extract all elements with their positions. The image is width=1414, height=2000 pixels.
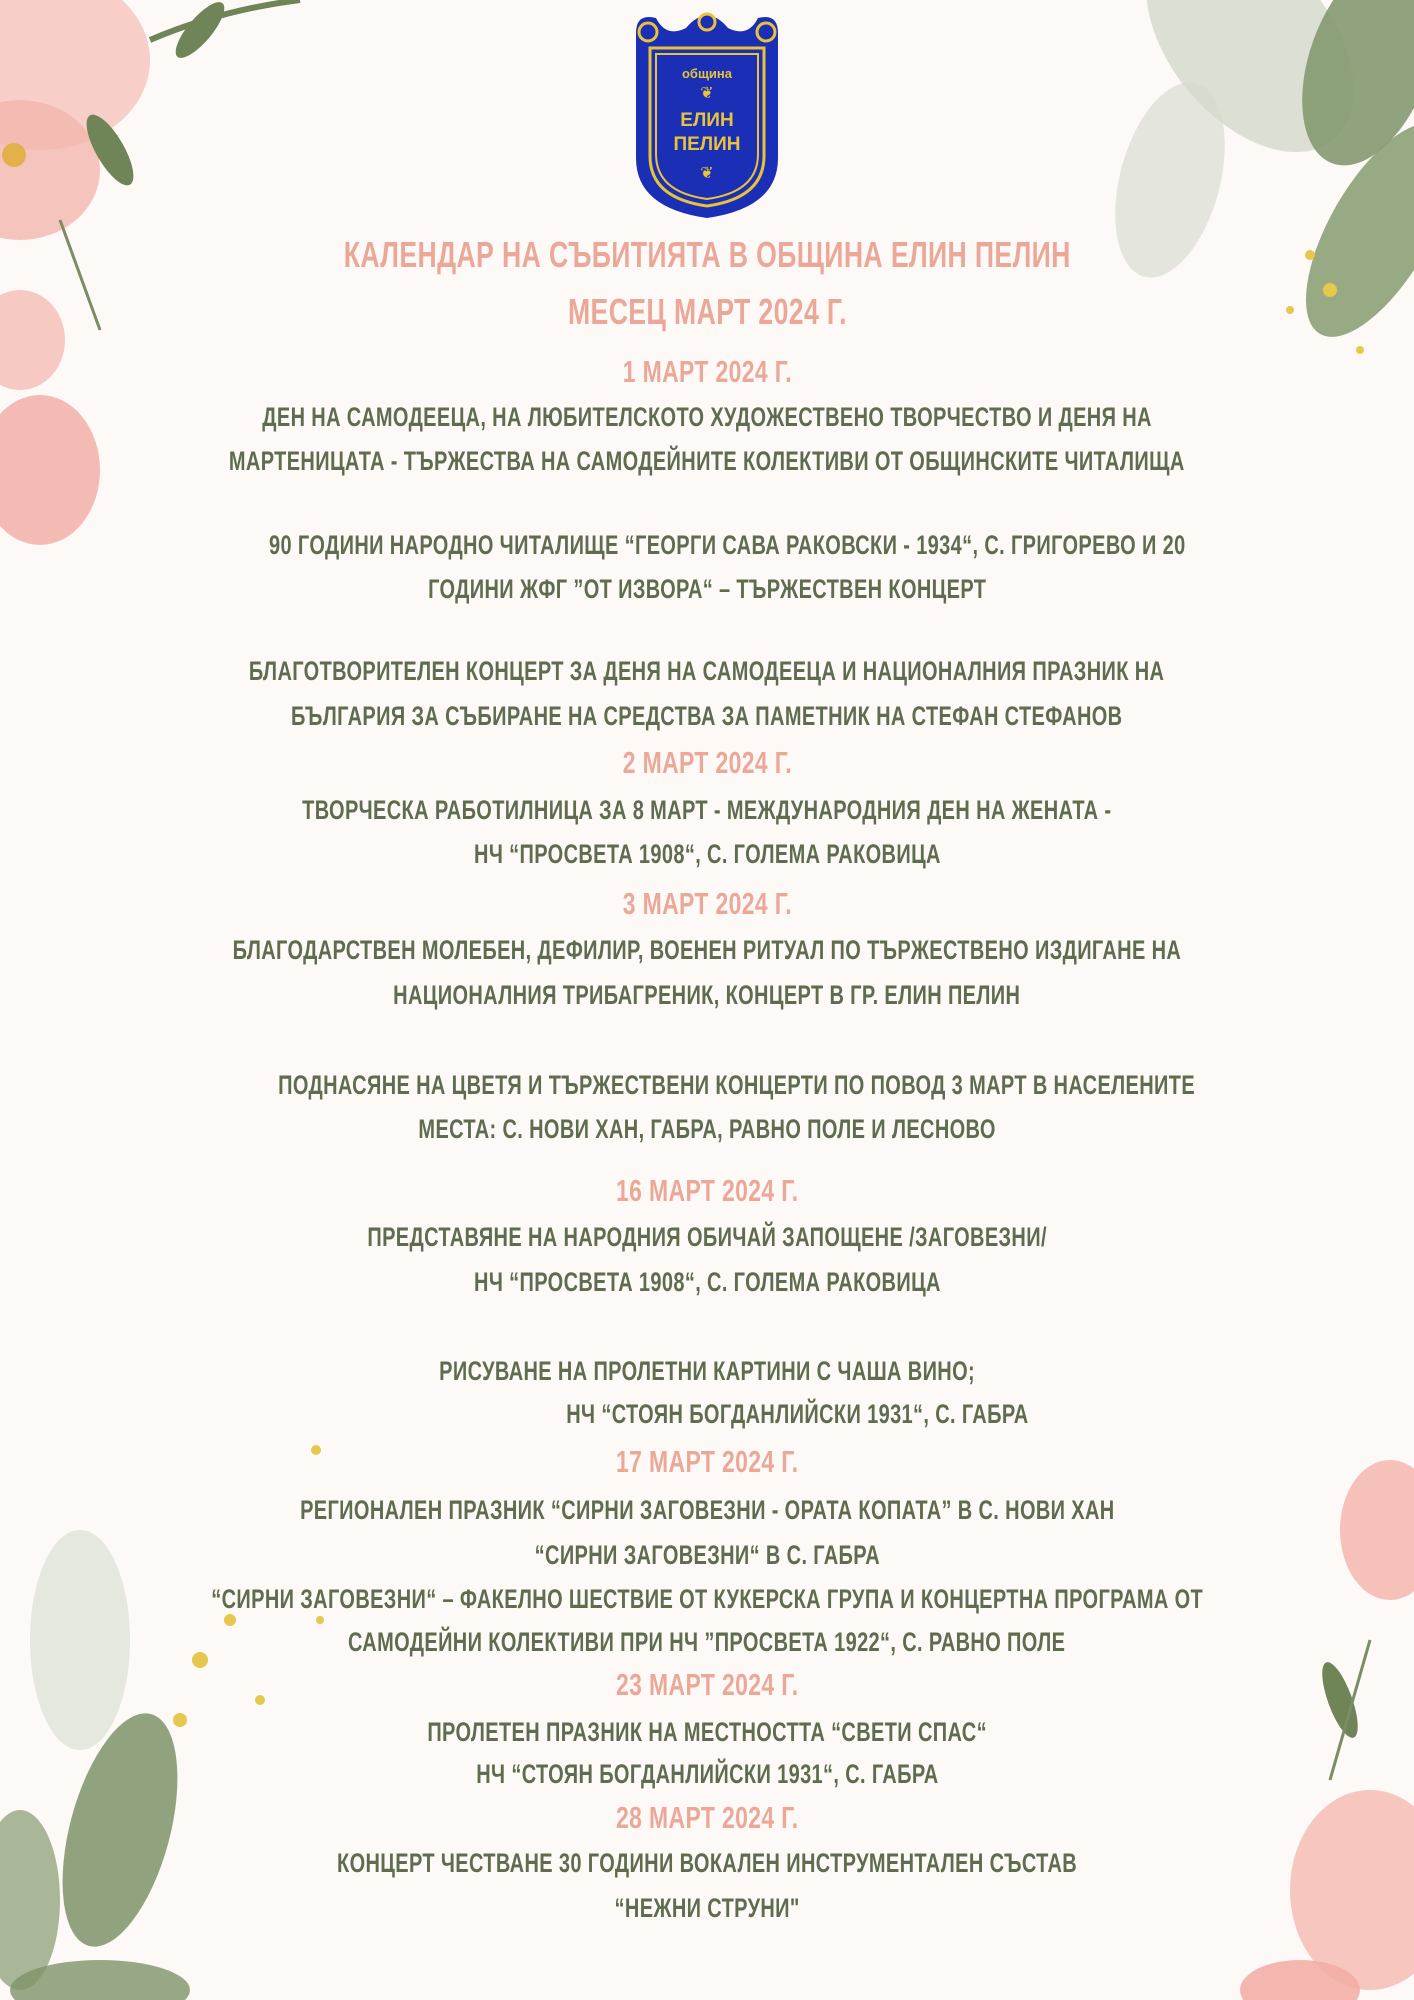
event-line bbox=[0, 1627, 1414, 1658]
event-line bbox=[0, 1267, 1414, 1298]
event-line bbox=[0, 980, 1414, 1011]
event-line bbox=[90, 1399, 1414, 1430]
event-line bbox=[0, 1114, 1414, 1145]
logo-ornament-icon: ❦ bbox=[700, 85, 714, 102]
event-text: “НЕЖНИ СТРУНИ" bbox=[614, 1893, 800, 1923]
event-date bbox=[0, 1444, 1414, 1480]
logo-text-line2: ПЕЛИН bbox=[673, 134, 741, 155]
date-label: 23 МАРТ 2024 Г. bbox=[615, 1667, 799, 1702]
event-line bbox=[0, 839, 1414, 870]
event-line bbox=[0, 795, 1414, 826]
event-line bbox=[0, 1848, 1414, 1879]
event-text: НЧ “СТОЯН БОГДАНЛИЙСКИ 1931“, С. ГАБРА bbox=[565, 1399, 1029, 1429]
event-line bbox=[0, 1584, 1414, 1615]
event-text: САМОДЕЙНИ КОЛЕКТИВИ ПРИ НЧ ”ПРОСВЕТА 1922“, С. РАВНО ПОЛЕ bbox=[348, 1627, 1066, 1657]
event-text: БЪЛГАРИЯ ЗА СЪБИРАНЕ НА СРЕДСТВА ЗА ПАМЕТНИК НА СТЕФАН СТЕФАНОВ bbox=[291, 701, 1123, 731]
event-text: МЕСТА: С. НОВИ ХАН, ГАБРА, РАВНО ПОЛЕ И ЛЕСНОВО bbox=[418, 1114, 996, 1144]
event-text: РЕГИОНАЛЕН ПРАЗНИК “СИРНИ ЗАГОВЕЗНИ - ОРАТА КОПАТА” В С. НОВИ ХАН bbox=[299, 1495, 1115, 1525]
event-text: 90 ГОДИНИ НАРОДНО ЧИТАЛИЩЕ “ГЕОРГИ САВА РАКОВСКИ - 1934“, С. ГРИГОРЕВО И 20 bbox=[268, 530, 1186, 560]
page-title bbox=[0, 234, 1414, 276]
event-line bbox=[0, 446, 1414, 477]
event-text: НЧ “ПРОСВЕТА 1908“, С. ГОЛЕМА РАКОВИЦА bbox=[473, 839, 941, 869]
event-text: ПРЕДСТАВЯНЕ НА НАРОДНИЯ ОБИЧАЙ ЗАПОЩЕНЕ /ЗАГОВЕЗНИ/ bbox=[367, 1222, 1047, 1252]
event-text: НЧ “СТОЯН БОГДАНЛИЙСКИ 1931“, С. ГАБРА bbox=[475, 1759, 939, 1789]
event-line bbox=[0, 1540, 1414, 1571]
title-line-1: КАЛЕНДАР НА СЪБИТИЯТА В ОБЩИНА ЕЛИН ПЕЛИН bbox=[343, 234, 1071, 275]
event-line bbox=[0, 1222, 1414, 1253]
page-subtitle bbox=[0, 291, 1414, 333]
event-date bbox=[0, 1800, 1414, 1836]
event-text: БЛАГОТВОРИТЕЛЕН КОНЦЕРТ ЗА ДЕНЯ НА САМОДЕЕЦА И НАЦИОНАЛНИЯ ПРАЗНИК НА bbox=[249, 656, 1165, 686]
date-label: 16 МАРТ 2024 Г. bbox=[615, 1173, 799, 1208]
event-line bbox=[20, 530, 1414, 561]
event-text: ПРОЛЕТЕН ПРАЗНИК НА МЕСТНОСТТА “СВЕТИ СПАС“ bbox=[427, 1717, 987, 1747]
event-date bbox=[0, 745, 1414, 781]
event-text: МАРТЕНИЦАТА - ТЪРЖЕСТВА НА САМОДЕЙНИТЕ КОЛЕКТИВИ ОТ ОБЩИНСКИТЕ ЧИТАЛИЩА bbox=[229, 446, 1185, 476]
event-line bbox=[0, 402, 1414, 433]
date-label: 1 МАРТ 2024 Г. bbox=[622, 354, 792, 389]
event-date bbox=[0, 1667, 1414, 1703]
event-line bbox=[0, 701, 1414, 732]
event-text: НАЦИОНАЛНИЯ ТРИБАГРЕНИК, КОНЦЕРТ В ГР. ЕЛИН ПЕЛИН bbox=[393, 980, 1021, 1010]
event-text: ДЕН НА САМОДЕЕЦА, НА ЛЮБИТЕЛСКОТО ХУДОЖЕСТВЕНО ТВОРЧЕСТВО И ДЕНЯ НА bbox=[262, 402, 1152, 432]
event-text: БЛАГОДАРСТВЕН МОЛЕБЕН, ДЕФИЛИР, ВОЕНЕН РИТУАЛ ПО ТЪРЖЕСТВЕНО ИЗДИГАНЕ НА bbox=[232, 935, 1182, 965]
event-line bbox=[0, 935, 1414, 966]
event-text: “СИРНИ ЗАГОВЕЗНИ“ В С. ГАБРА bbox=[534, 1540, 880, 1570]
event-line bbox=[0, 1356, 1414, 1387]
title-line-2: МЕСЕЦ МАРТ 2024 Г. bbox=[567, 291, 847, 332]
event-text: ГОДИНИ ЖФГ ”ОТ ИЗВОРА“ – ТЪРЖЕСТВЕН КОНЦЕРТ bbox=[427, 574, 987, 604]
event-line bbox=[0, 1759, 1414, 1790]
event-date bbox=[0, 1173, 1414, 1209]
date-label: 28 МАРТ 2024 Г. bbox=[615, 1800, 799, 1835]
event-date bbox=[0, 354, 1414, 390]
event-date bbox=[0, 886, 1414, 922]
event-line bbox=[30, 1070, 1414, 1101]
event-text: РИСУВАНЕ НА ПРОЛЕТНИ КАРТИНИ С ЧАША ВИНО; bbox=[439, 1356, 975, 1386]
event-line bbox=[0, 1717, 1414, 1748]
event-text: “СИРНИ ЗАГОВЕЗНИ“ – ФАКЕЛНО ШЕСТВИЕ ОТ КУКЕРСКА ГРУПА И КОНЦЕРТНА ПРОГРАМА ОТ bbox=[211, 1584, 1203, 1614]
logo-ornament-bottom-icon: ❦ bbox=[700, 165, 714, 182]
event-text: ТВОРЧЕСКА РАБОТИЛНИЦА ЗА 8 МАРТ - МЕЖДУНАРОДНИЯ ДЕН НА ЖЕНАТА - bbox=[302, 795, 1112, 825]
logo-text-top: община bbox=[681, 66, 733, 81]
logo-text-line1: ЕЛИН bbox=[680, 110, 734, 131]
event-line bbox=[0, 656, 1414, 687]
event-text: ПОДНАСЯНЕ НА ЦВЕТЯ И ТЪРЖЕСТВЕНИ КОНЦЕРТИ ПО ПОВОД 3 МАРТ В НАСЕЛЕНИТЕ bbox=[278, 1070, 1196, 1100]
date-label: 17 МАРТ 2024 Г. bbox=[615, 1444, 799, 1479]
event-text: КОНЦЕРТ ЧЕСТВАНЕ 30 ГОДИНИ ВОКАЛЕН ИНСТРУМЕНТАЛЕН СЪСТАВ bbox=[336, 1848, 1078, 1878]
event-line bbox=[0, 1893, 1414, 1924]
event-line bbox=[0, 1495, 1414, 1526]
municipality-logo bbox=[626, 8, 788, 220]
date-label: 3 МАРТ 2024 Г. bbox=[622, 886, 792, 921]
date-label: 2 МАРТ 2024 Г. bbox=[622, 745, 792, 780]
event-text: НЧ “ПРОСВЕТА 1908“, С. ГОЛЕМА РАКОВИЦА bbox=[473, 1267, 941, 1297]
event-line bbox=[0, 574, 1414, 605]
